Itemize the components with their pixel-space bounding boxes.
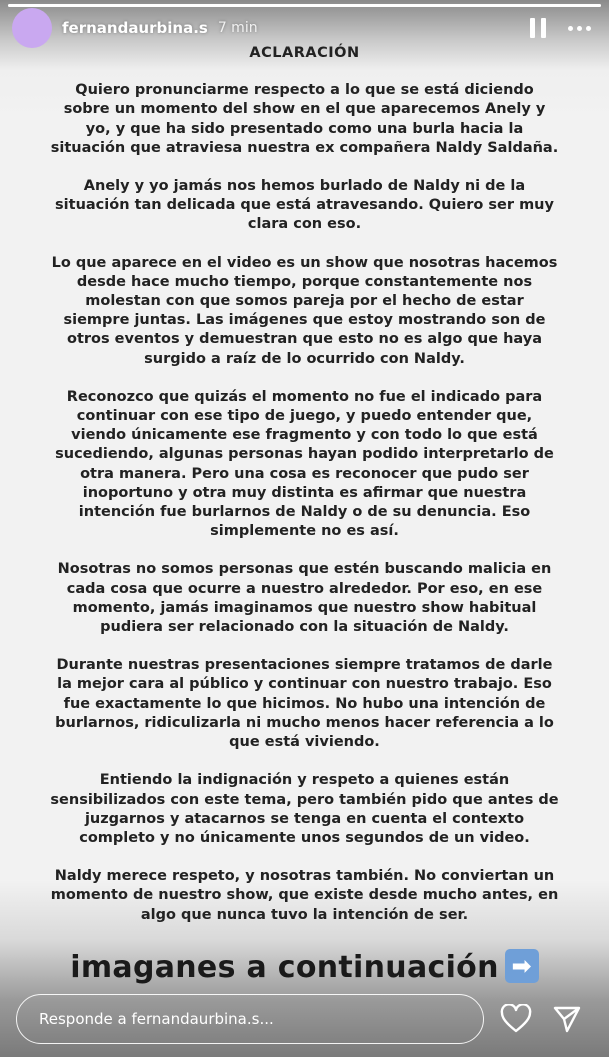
statement-paragraph: Durante nuestras presentaciones siempre tratamos de darle la mejor cara al público y continuar con nuestro trabajo. Eso fue exactamente lo que hicimos. No hubo una intención de burlarnos, ridiculizarla ni mucho menos hacer referencia a lo que está viviendo. xyxy=(55,657,554,751)
avatar[interactable] xyxy=(12,8,52,48)
statement-paragraph: Lo que aparece en el video es un show que nosotras hacemos desde hace mucho tiempo, porque constantemente nos molestan con que somos pareja por el hecho de estar siempre juntas. Las imágenes que estoy mostrando son de otros eventos y demuestran que esto no es algo que haya surgido a raíz de lo ocurrido con Naldy. xyxy=(51,254,558,367)
send-icon[interactable] xyxy=(552,1004,582,1034)
story-progress-fill xyxy=(8,4,601,7)
story-timestamp: 7 min xyxy=(217,20,258,36)
statement-paragraph: Naldy merece respeto, y nosotras también. No conviertan un momento de nuestro show, que existe desde mucho antes, en algo que nunca tuvo la intención de ser. xyxy=(50,868,559,923)
statement-title: ACLARACIÓN xyxy=(249,45,360,61)
username[interactable]: fernandaurbina.s xyxy=(62,19,208,37)
heart-icon[interactable] xyxy=(500,1004,532,1034)
header-actions xyxy=(530,18,597,38)
story-text-content xyxy=(50,44,559,944)
statement-paragraph: Entiendo la indignación y respeto a quienes están sensibilizados con este tema, pero también pido que antes de juzgarnos y atacarnos se tenga en cuenta el contexto completo y no únicamente unos segundos de un video. xyxy=(50,772,559,846)
more-options-icon[interactable] xyxy=(568,26,591,31)
statement-paragraph: Quiero pronunciarme respecto a lo que se está diciendo sobre un momento del show en el que aparecemos Anely y yo, y que ha sido presentado como una burla hacia la situación que atraviesa nuestra ex compañera Naldy Saldaña. xyxy=(50,82,559,156)
story-header xyxy=(12,8,597,48)
right-arrow-icon: ➡ xyxy=(505,949,539,983)
statement-paragraph: Nosotras no somos personas que estén buscando malicia en cada cosa que ocurre a nuestro alrededor. Por eso, en ese momento, jamás imaginamos que nuestro show habitual pudiera ser relacionado con la situación de Naldy. xyxy=(57,561,552,636)
reply-placeholder: Responde a fernandaurbina.s... xyxy=(39,1010,274,1028)
statement-paragraph: Anely y yo jamás nos hemos burlado de Naldy ni de la situación tan delicada que está atravesando. Quiero ser muy clara con eso. xyxy=(55,178,554,233)
continuation-caption xyxy=(0,950,609,986)
statement-paragraph: Reconozco que quizás el momento no fue el indicado para continuar con ese tipo de juego, y puedo entender que, viendo únicamente ese fragmento y con todo lo que está sucediendo, algunas personas hayan podido interpretarlo de otra manera. Pero una cosa es reconocer que pudo ser inoportuno y otra muy distinta es afirmar que nuestra intención fue burlarnos de Naldy o de su denuncia. Eso simplemente no es así. xyxy=(55,388,554,540)
reply-input[interactable] xyxy=(16,994,484,1044)
pause-icon[interactable] xyxy=(530,18,546,38)
story-progress-bar xyxy=(8,4,601,7)
continuation-text: imaganes a continuación xyxy=(70,950,499,985)
